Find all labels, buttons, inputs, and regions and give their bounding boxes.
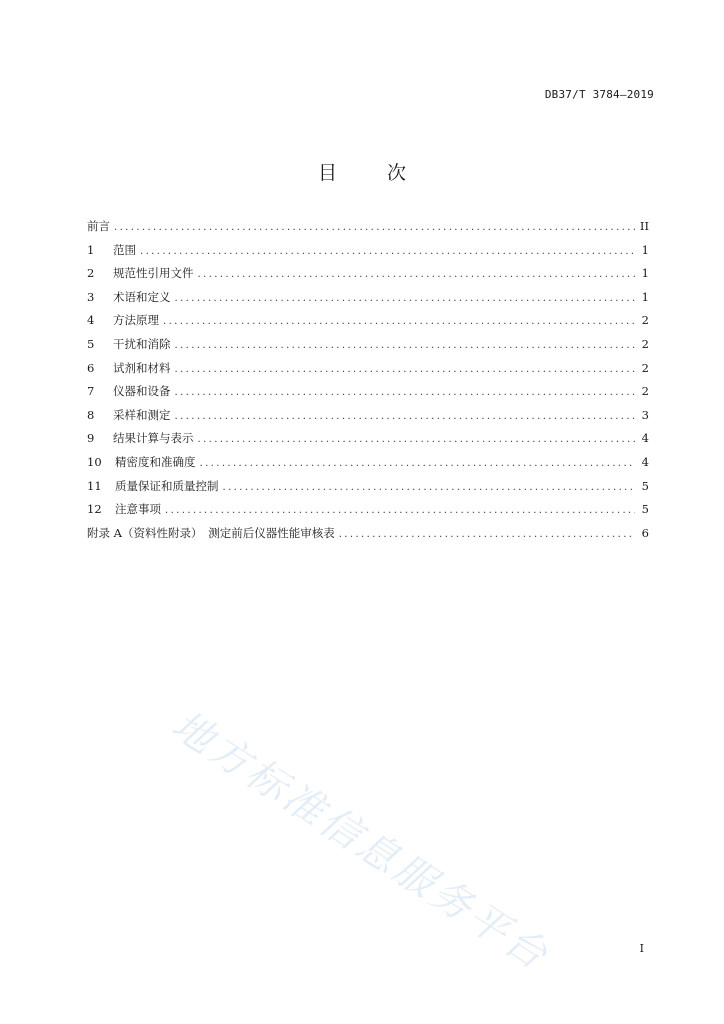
dot-leader [165, 505, 635, 516]
toc-entry-number: 1 [87, 242, 95, 257]
toc-entry-label: 采样和测定 [113, 407, 171, 422]
toc-entry-number: 9 [87, 431, 95, 446]
toc-entry-label: 注意事项 [115, 502, 161, 517]
toc-entry-label: 前言 [87, 219, 110, 233]
dot-leader [175, 387, 636, 398]
toc-entry-page: 5 [641, 478, 649, 493]
toc-entry-12[interactable] [87, 501, 649, 525]
toc-entry-page: 1 [641, 266, 649, 281]
toc-entry-1[interactable] [87, 242, 649, 266]
dot-leader [175, 411, 636, 422]
watermark: 地方标准信息服务平台 [163, 702, 558, 981]
toc-entry-number: 11 [87, 478, 102, 493]
toc-entry-label: 干扰和消除 [113, 336, 171, 351]
toc-entry-page: 2 [641, 360, 649, 375]
toc-entry-page: 2 [641, 336, 649, 351]
toc-entry-label: 仪器和设备 [113, 384, 171, 399]
dot-leader [140, 246, 635, 257]
toc-entry-page: 2 [641, 384, 649, 399]
toc-entry-page: 1 [641, 289, 649, 304]
toc-entry-foreword[interactable] [87, 218, 649, 242]
dot-leader [175, 340, 636, 351]
toc-entry-page: 6 [641, 525, 649, 540]
toc-entry-10[interactable] [87, 454, 649, 478]
toc-entry-label: 附录 A（资料性附录） 测定前后仪器性能审核表 [87, 525, 335, 540]
toc-entry-label: 规范性引用文件 [113, 266, 194, 281]
toc-entry-number: 3 [87, 289, 95, 304]
toc-entry-page: II [639, 219, 649, 233]
toc-entry-number: 10 [87, 454, 102, 469]
page-number: I [639, 942, 644, 955]
toc-entry-7[interactable] [87, 383, 649, 407]
standard-code: DB37/T 3784—2019 [544, 88, 654, 101]
dot-leader [200, 458, 636, 469]
toc-entry-number: 4 [87, 313, 95, 328]
toc-entry-page: 4 [641, 454, 649, 469]
toc-entry-page: 5 [641, 502, 649, 517]
toc-title: 目 次 [317, 162, 429, 184]
dot-leader [339, 529, 635, 540]
toc-entry-number: 2 [87, 266, 95, 281]
toc-entry-8[interactable] [87, 407, 649, 431]
dot-leader [163, 316, 635, 327]
toc-entry-label: 结果计算与表示 [113, 431, 194, 446]
toc-entry-4[interactable] [87, 312, 649, 336]
toc-entry-number: 5 [87, 336, 95, 351]
toc-entry-number: 12 [87, 502, 102, 517]
toc-entry-6[interactable] [87, 360, 649, 384]
dot-leader [175, 364, 636, 375]
toc-entry-label: 方法原理 [113, 313, 159, 328]
table-of-contents [87, 218, 649, 548]
toc-entry-appendix-a[interactable] [87, 525, 649, 549]
dot-leader [198, 434, 636, 445]
toc-entry-page: 1 [641, 242, 649, 257]
toc-entry-3[interactable] [87, 289, 649, 313]
toc-entry-number: 6 [87, 360, 95, 375]
toc-entry-page: 2 [641, 313, 649, 328]
dot-leader [198, 269, 636, 280]
toc-entry-2[interactable] [87, 265, 649, 289]
toc-entry-page: 3 [641, 407, 649, 422]
toc-entry-label: 范围 [113, 242, 136, 257]
toc-entry-label: 精密度和准确度 [115, 454, 196, 469]
toc-entry-label: 质量保证和质量控制 [115, 478, 219, 493]
dot-leader [223, 482, 636, 493]
toc-entry-11[interactable] [87, 478, 649, 502]
dot-leader [175, 293, 636, 304]
toc-entry-page: 4 [641, 431, 649, 446]
toc-entry-5[interactable] [87, 336, 649, 360]
toc-entry-number: 8 [87, 407, 95, 422]
dot-leader [114, 222, 635, 233]
toc-entry-number: 7 [87, 384, 95, 399]
toc-entry-9[interactable] [87, 430, 649, 454]
toc-entry-label: 术语和定义 [113, 289, 171, 304]
toc-entry-label: 试剂和材料 [113, 360, 171, 375]
